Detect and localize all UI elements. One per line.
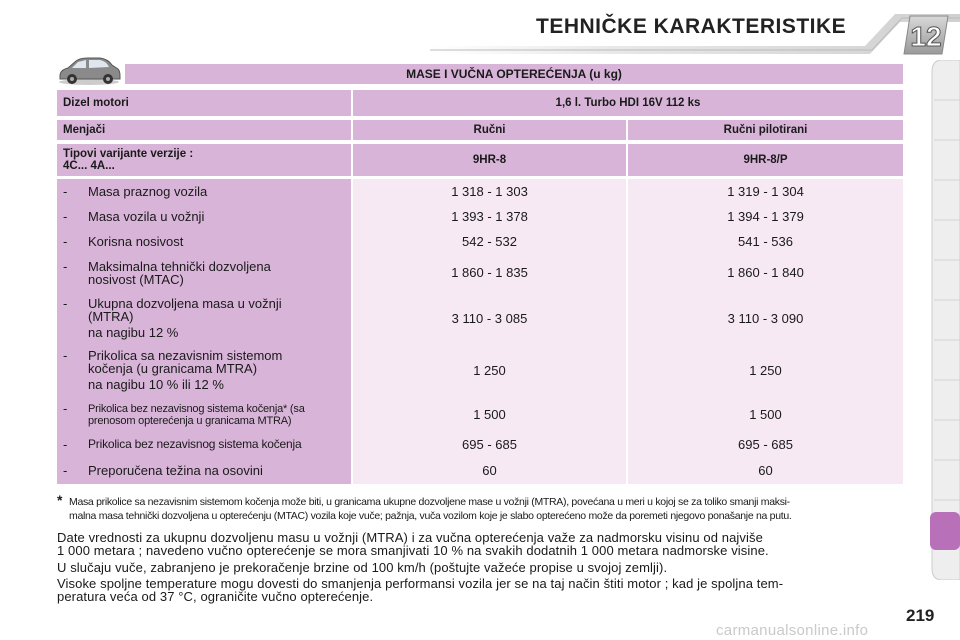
variants-label-2: 4C... 4A... bbox=[63, 160, 115, 172]
page-title: TEHNIČKE KARAKTERISTIKE bbox=[536, 15, 847, 38]
paragraph-speed: U slučaju vuče, zabranjeno je prekoračenje brzine od 100 km/h (poštujte važeće propise u svojoj zemlji). bbox=[57, 560, 668, 575]
engine-label: Dizel motori bbox=[57, 90, 351, 116]
footnote-line-1: Masa prikolice sa nezavisnim sistemom kočenja može biti, u granicama ukupne dozvoljene mase u vožnji (MTRA), povećana u meri u kojoj se za toliko smanji maksi- bbox=[69, 496, 790, 508]
footnote-marker: * bbox=[57, 492, 63, 508]
chapter-badge bbox=[900, 10, 952, 58]
paragraph-altitude-line-2: 1 000 metara ; navedeno vučno opterećenje se mora smanjivati 10 % na svakih dodatnih 1 000 metara nadmorske visine. bbox=[57, 543, 769, 558]
paragraph-altitude-line-1: Date vrednosti za ukupnu dozvoljenu masu u vožnji (MTRA) i za vučna opterećenja važe za nadmorsku visinu od najviše bbox=[57, 530, 763, 545]
page-number: 219 bbox=[906, 606, 935, 625]
footnote-line-2: malna masa tehnički dozvoljena u opterećenju (MTAC) vozila koje vuče; pažnja, vuča vozilom koje je slabo opterećeno može da poremeti njegovo ponašanje na putu. bbox=[69, 510, 792, 522]
watermark: carmanualsonline.info bbox=[716, 622, 869, 639]
paragraph-temperature-line-1: Visoke spoljne temperature mogu dovesti do smanjenja performansi vozila jer se na taj način štiti motor ; kad je spoljna tem- bbox=[57, 576, 784, 591]
gearbox-manual: Ručni bbox=[353, 120, 626, 140]
engine-value: 1,6 l. Turbo HDI 16V 112 ks bbox=[353, 90, 903, 116]
variant-2: 9HR-8/P bbox=[628, 144, 903, 176]
gearbox-row bbox=[57, 120, 903, 140]
gearbox-piloted: Ručni pilotirani bbox=[628, 120, 903, 140]
chapter-number: 12 bbox=[910, 21, 942, 52]
active-chapter-tab bbox=[930, 512, 960, 550]
variants-row bbox=[57, 144, 903, 176]
gearbox-label: Menjači bbox=[57, 120, 351, 140]
variants-label-1: Tipovi varijante verzije : bbox=[63, 148, 194, 160]
variant-1: 9HR-8 bbox=[353, 144, 626, 176]
chapter-tabs[interactable] bbox=[926, 60, 960, 580]
engine-row bbox=[57, 90, 903, 116]
car-icon bbox=[56, 56, 122, 86]
table-caption: MASE I VUČNA OPTEREĆENJA (u kg) bbox=[125, 64, 903, 84]
paragraph-temperature-line-2: peratura veća od 37 °C, ograničite vučno opterećenje. bbox=[57, 589, 374, 604]
